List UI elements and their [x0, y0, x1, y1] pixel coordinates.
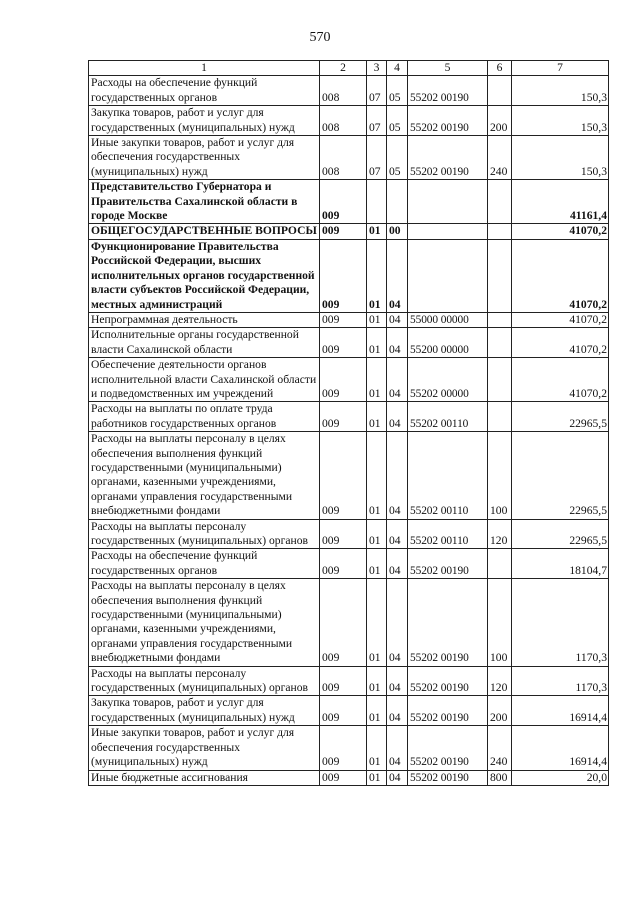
row-name-cell: Функционирование Правительства Российской Федерации, высших исполнительных органов государственной власти субъектов Российской Федерации, местных администраций: [89, 239, 320, 312]
section-code-cell: 01: [367, 696, 387, 726]
row-name-cell: Закупка товаров, работ и услуг для государственных (муниципальных) нужд: [89, 696, 320, 726]
row-name-cell: Обеспечение деятельности органов исполнительной власти Сахалинской области и подведомственных им учреждений: [89, 358, 320, 402]
page-number: 570: [309, 30, 331, 45]
section-code-cell: 01: [367, 328, 387, 358]
budget-table: [88, 60, 609, 786]
row-name-cell: Закупка товаров, работ и услуг для государственных (муниципальных) нужд: [89, 106, 320, 136]
subsection-code-cell: 05: [387, 76, 408, 106]
section-code-cell: 01: [367, 726, 387, 770]
amount-cell: 1170,3: [512, 666, 609, 696]
subsection-code-cell: 00: [387, 224, 408, 239]
table-row: [89, 76, 609, 106]
expense-kind-cell: [488, 180, 512, 224]
row-name-cell: Непрограммная деятельность: [89, 312, 320, 327]
table-row: [89, 224, 609, 239]
target-article-cell: 55202 00190: [408, 549, 488, 579]
amount-cell: 16914,4: [512, 726, 609, 770]
admin-code-cell: 008: [320, 76, 367, 106]
section-code-cell: 01: [367, 432, 387, 519]
table-row: [89, 726, 609, 770]
section-code-cell: 01: [367, 549, 387, 579]
row-name-cell: Расходы на обеспечение функций государственных органов: [89, 549, 320, 579]
amount-cell: 22965,5: [512, 432, 609, 519]
table-row: [89, 666, 609, 696]
row-name-cell: Расходы на выплаты персоналу в целях обеспечения выполнения функций государственными (муниципальными) органами, казенными учреждениями, органами управления государственными внебюджетными фондами: [89, 432, 320, 519]
subsection-code-cell: 04: [387, 328, 408, 358]
column-header: 2: [320, 61, 367, 76]
amount-cell: 41070,2: [512, 239, 609, 312]
target-article-cell: 55202 00190: [408, 106, 488, 136]
amount-cell: 1170,3: [512, 579, 609, 666]
expense-kind-cell: [488, 239, 512, 312]
section-code-cell: 07: [367, 136, 387, 180]
admin-code-cell: 009: [320, 696, 367, 726]
expense-kind-cell: [488, 402, 512, 432]
table-row: [89, 358, 609, 402]
row-name-cell: Иные бюджетные ассигнования: [89, 770, 320, 785]
subsection-code-cell: 04: [387, 402, 408, 432]
amount-cell: 150,3: [512, 106, 609, 136]
target-article-cell: 55202 00190: [408, 696, 488, 726]
subsection-code-cell: 05: [387, 106, 408, 136]
expense-kind-cell: [488, 312, 512, 327]
admin-code-cell: 009: [320, 239, 367, 312]
admin-code-cell: 008: [320, 136, 367, 180]
expense-kind-cell: [488, 549, 512, 579]
expense-kind-cell: 200: [488, 106, 512, 136]
admin-code-cell: 009: [320, 666, 367, 696]
row-name-cell: Расходы на выплаты персоналу в целях обеспечения выполнения функций государственными (муниципальными) органами, казенными учреждениями, органами управления государственными внебюджетными фондами: [89, 579, 320, 666]
section-code-cell: 07: [367, 106, 387, 136]
amount-cell: 22965,5: [512, 402, 609, 432]
column-header: 6: [488, 61, 512, 76]
section-code-cell: 01: [367, 239, 387, 312]
column-header: 3: [367, 61, 387, 76]
amount-cell: 41161,4: [512, 180, 609, 224]
table-row: [89, 136, 609, 180]
subsection-code-cell: 04: [387, 770, 408, 785]
column-header: 7: [512, 61, 609, 76]
table-row: [89, 328, 609, 358]
column-header: 4: [387, 61, 408, 76]
table-row: [89, 106, 609, 136]
target-article-cell: 55202 00190: [408, 666, 488, 696]
table-row: [89, 180, 609, 224]
target-article-cell: [408, 180, 488, 224]
target-article-cell: 55202 00190: [408, 76, 488, 106]
subsection-code-cell: 04: [387, 726, 408, 770]
admin-code-cell: 009: [320, 549, 367, 579]
target-article-cell: 55202 00110: [408, 402, 488, 432]
table-row: [89, 770, 609, 785]
subsection-code-cell: 04: [387, 519, 408, 549]
admin-code-cell: 009: [320, 402, 367, 432]
target-article-cell: 55202 00190: [408, 770, 488, 785]
subsection-code-cell: 04: [387, 549, 408, 579]
admin-code-cell: 009: [320, 579, 367, 666]
admin-code-cell: 009: [320, 312, 367, 327]
subsection-code-cell: [387, 180, 408, 224]
amount-cell: 41070,2: [512, 358, 609, 402]
section-code-cell: 01: [367, 402, 387, 432]
expense-kind-cell: [488, 76, 512, 106]
column-header: 5: [408, 61, 488, 76]
table-row: [89, 402, 609, 432]
target-article-cell: [408, 224, 488, 239]
subsection-code-cell: 04: [387, 579, 408, 666]
admin-code-cell: 009: [320, 180, 367, 224]
row-name-cell: Представительство Губернатора и Правительства Сахалинской области в городе Москве: [89, 180, 320, 224]
admin-code-cell: 009: [320, 770, 367, 785]
amount-cell: 41070,2: [512, 328, 609, 358]
target-article-cell: 55202 00000: [408, 358, 488, 402]
table-row: [89, 312, 609, 327]
subsection-code-cell: 04: [387, 696, 408, 726]
section-code-cell: 01: [367, 770, 387, 785]
section-code-cell: 01: [367, 579, 387, 666]
amount-cell: 150,3: [512, 76, 609, 106]
row-name-cell: Исполнительные органы государственной власти Сахалинской области: [89, 328, 320, 358]
amount-cell: 41070,2: [512, 312, 609, 327]
column-header: 1: [89, 61, 320, 76]
admin-code-cell: 009: [320, 358, 367, 402]
admin-code-cell: 008: [320, 106, 367, 136]
section-code-cell: 01: [367, 358, 387, 402]
amount-cell: 41070,2: [512, 224, 609, 239]
column-number-header-row: [89, 61, 609, 76]
subsection-code-cell: 04: [387, 358, 408, 402]
amount-cell: 18104,7: [512, 549, 609, 579]
table-row: [89, 519, 609, 549]
row-name-cell: Расходы на выплаты по оплате труда работников государственных органов: [89, 402, 320, 432]
subsection-code-cell: 04: [387, 432, 408, 519]
amount-cell: 22965,5: [512, 519, 609, 549]
table-row: [89, 696, 609, 726]
section-code-cell: 01: [367, 519, 387, 549]
admin-code-cell: 009: [320, 224, 367, 239]
amount-cell: 150,3: [512, 136, 609, 180]
subsection-code-cell: 04: [387, 239, 408, 312]
row-name-cell: Иные закупки товаров, работ и услуг для обеспечения государственных (муниципальных) нужд: [89, 726, 320, 770]
target-article-cell: 55202 00190: [408, 136, 488, 180]
expense-kind-cell: 100: [488, 579, 512, 666]
row-name-cell: Иные закупки товаров, работ и услуг для обеспечения государственных (муниципальных) нужд: [89, 136, 320, 180]
target-article-cell: 55000 00000: [408, 312, 488, 327]
admin-code-cell: 009: [320, 519, 367, 549]
row-name-cell: Расходы на выплаты персоналу государственных (муниципальных) органов: [89, 666, 320, 696]
row-name-cell: ОБЩЕГОСУДАРСТВЕННЫЕ ВОПРОСЫ: [89, 224, 320, 239]
target-article-cell: 55200 00000: [408, 328, 488, 358]
section-code-cell: 01: [367, 666, 387, 696]
amount-cell: 20,0: [512, 770, 609, 785]
table-row: [89, 579, 609, 666]
row-name-cell: Расходы на выплаты персоналу государственных (муниципальных) органов: [89, 519, 320, 549]
target-article-cell: 55202 00110: [408, 432, 488, 519]
expense-kind-cell: 240: [488, 726, 512, 770]
row-name-cell: Расходы на обеспечение функций государственных органов: [89, 76, 320, 106]
expense-kind-cell: 800: [488, 770, 512, 785]
target-article-cell: 55202 00110: [408, 519, 488, 549]
expense-kind-cell: [488, 358, 512, 402]
expense-kind-cell: 240: [488, 136, 512, 180]
section-code-cell: 07: [367, 76, 387, 106]
expense-kind-cell: 120: [488, 519, 512, 549]
amount-cell: 16914,4: [512, 696, 609, 726]
target-article-cell: 55202 00190: [408, 579, 488, 666]
subsection-code-cell: 04: [387, 666, 408, 696]
table-row: [89, 432, 609, 519]
admin-code-cell: 009: [320, 328, 367, 358]
expense-kind-cell: 200: [488, 696, 512, 726]
expense-kind-cell: [488, 328, 512, 358]
expense-kind-cell: 100: [488, 432, 512, 519]
admin-code-cell: 009: [320, 726, 367, 770]
section-code-cell: 01: [367, 312, 387, 327]
admin-code-cell: 009: [320, 432, 367, 519]
target-article-cell: [408, 239, 488, 312]
table-row: [89, 549, 609, 579]
subsection-code-cell: 05: [387, 136, 408, 180]
expense-kind-cell: [488, 224, 512, 239]
section-code-cell: 01: [367, 224, 387, 239]
subsection-code-cell: 04: [387, 312, 408, 327]
expense-kind-cell: 120: [488, 666, 512, 696]
section-code-cell: [367, 180, 387, 224]
target-article-cell: 55202 00190: [408, 726, 488, 770]
table-row: [89, 239, 609, 312]
